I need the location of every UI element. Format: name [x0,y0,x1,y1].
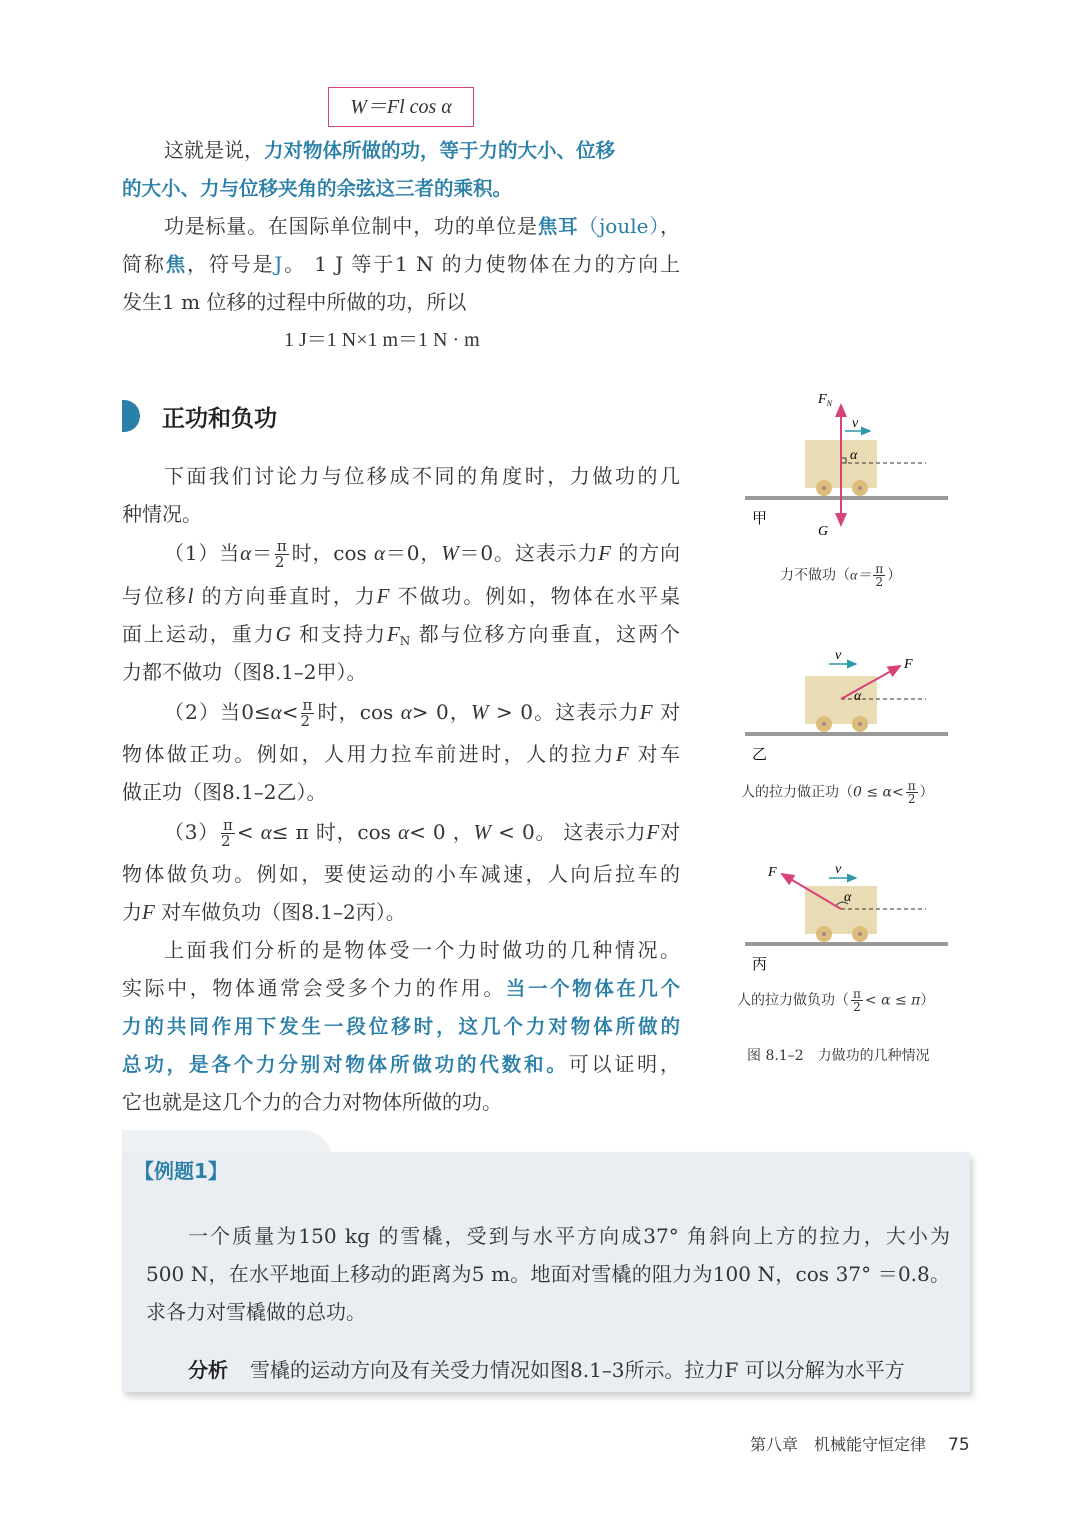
text-line [122,1007,680,1045]
emphasis-text: 总功，是各个力分别对物体所做功的代数和。 [122,1053,569,1076]
caption-bing: 人的拉力做负功（ $\frac{\pi}{2}$ < α ≤ π） [737,987,935,1014]
heading-text: 正功和负功 [162,405,277,432]
text-segment: 。 1 J 等于1 N 的力使物体在力的方向上 [282,252,680,276]
text-segment: > 0， [411,700,471,724]
text-segment: 对 [652,700,681,724]
text-segment: 的方向 [611,541,680,565]
text-line [122,855,680,893]
svg-text:F: F [768,865,777,880]
text-line [122,969,680,1007]
text-segment: l [187,584,194,608]
text-segment: α [240,541,252,565]
figure-title: 图 8.1–2 力做功的几种情况 [747,1048,930,1064]
emphasis-text: 力的共同作用下发生一段位移时，这几个力对物体所做的 [122,1015,680,1038]
caption-yi: 人的拉力做正功（0 ≤ α< $\frac{\pi}{2}$ ） [741,779,934,806]
text-segment: 下面我们讨论力与位移成不同的角度时，力做功的几 [164,464,680,488]
fraction [275,539,289,570]
text-segment: 简称 [122,252,166,276]
text-line [122,931,680,969]
text-line [122,457,680,495]
text-segment: 时，cos [316,700,401,724]
section-heading [122,398,277,434]
text-line [122,1045,680,1083]
joule-equation: 1 J＝1 N×1 m＝1 N · m [284,329,480,351]
heading-marker-icon [122,400,140,432]
text-segment: F [646,820,660,844]
text-segment: F [639,700,653,724]
svg-text:乙: 乙 [752,747,768,763]
text-segment: 对车做负功（图8.1–2丙）。 [154,900,406,924]
fraction [221,818,235,849]
example-title: 【例题1】 [134,1159,228,1183]
example-line: 求各力对雪橇做的总功。 [146,1300,366,1324]
text-line [122,1083,680,1121]
caption-jia: 力不做功（α＝ $\frac{\pi}{2}$ ） [780,562,902,589]
text-segment: < 0 ， [409,820,474,844]
emphasis-text: 力对物体所做的功，等于力的大小、位移 [264,139,616,162]
text-segment: F [376,584,390,608]
text-segment: 力都不做功（图8.1–2甲）。 [122,660,367,684]
fraction-numerator: π [223,816,233,834]
text-segment: 力 [122,900,142,924]
text-segment: < 0。 这表示力 [491,820,647,844]
text-line [122,773,680,811]
text-segment: F [142,900,155,924]
text-segment: W [471,700,489,724]
fraction [301,698,315,729]
text-line [122,693,680,731]
text-segment: 的方向垂直时，力 [193,584,377,608]
fraction-denominator: 2 [274,553,285,571]
text-segment: G [275,622,291,646]
fraction-numerator: π [276,537,287,555]
svg-text:v: v [835,862,842,877]
text-segment: （3） [164,820,219,844]
text-segment: （1）当 [164,541,241,565]
chapter-title: 第八章 机械能守恒定律 [750,1435,927,1454]
text-segment: 物体做正功。例如，人用力拉车前进时，人的拉力 [122,742,616,766]
svg-text:甲: 甲 [752,511,768,527]
text-segment: ＝0。这表示力 [458,541,599,565]
text-line [122,735,680,773]
text-line [122,813,680,851]
emphasis-text: 的大小、力与位移夹角的余弦这三者的乘积。 [122,177,513,200]
panel-bing-diagram [745,862,948,973]
text-segment: α [270,700,282,724]
fraction-numerator: π [302,696,313,714]
text-segment: F [598,541,612,565]
text-segment: 物体做负功。例如，要使运动的小车减速，人向后拉车的 [122,862,680,886]
text-segment: F [386,622,400,646]
text-segment: α [374,541,386,565]
text-segment: ≤ π 时，cos [271,820,399,844]
emphasis-text: 焦 [165,253,188,276]
text-segment: （2）当0≤ [164,700,271,724]
svg-text:α: α [854,689,862,704]
text-segment: W [441,541,459,565]
cart [805,676,877,724]
text-segment: 与位移 [122,584,188,608]
text-line [122,245,680,283]
text-segment: （joule） [578,214,660,238]
text-segment: α [260,820,272,844]
svg-text:α: α [850,448,858,463]
emphasis-text: 焦耳 [537,215,579,238]
work-formula-box [328,87,474,127]
fraction-denominator: 2 [300,712,311,730]
svg-text:丙: 丙 [752,957,768,973]
example-line: 500 N，在水平地面上移动的距离为5 m。地面对雪橇的阻力为100 N，cos 37° ＝0.8。 [146,1262,950,1286]
text-segment: ＝0， [385,541,442,565]
text-segment: 时，cos [290,541,375,565]
text-line [122,893,680,931]
panel-yi-diagram [745,648,948,763]
text-line [122,207,680,245]
text-line [122,615,680,653]
text-segment: W [473,820,492,844]
svg-text:α: α [844,890,852,905]
example-line: 一个质量为150 kg 的雪橇，受到与水平方向成37° 角斜向上方的拉力，大小为 [188,1224,950,1248]
text-segment: 上面我们分析的是物体受一个力时做功的几种情况。 [164,938,680,962]
text-segment: 可以证明， [568,1052,680,1076]
text-segment: 它也就是这几个力的合力对物体所做的功。 [122,1090,502,1114]
svg-text:F: F [904,657,913,672]
text-segment: 都与位移方向垂直，这两个 [410,622,681,646]
text-segment: 功是标量。在国际单位制中，功的单位是 [164,214,538,238]
svg-text:v: v [852,416,859,431]
text-segment: 面上运动，重力 [122,622,276,646]
text-line [122,283,680,321]
fraction-denominator: 2 [221,832,231,850]
text-segment: 对 [659,820,680,844]
svg-text:FN: $F_N$ [818,392,832,408]
page-footer [750,1432,970,1455]
text-segment: 实际中，物体通常会受多个力的作用。 [122,976,506,1000]
text-segment: 和支持力 [290,622,387,646]
analysis-text: 雪橇的运动方向及有关受力情况如图8.1–3所示。拉力F 可以分解为水平方 [250,1358,905,1382]
text-line [122,131,680,169]
text-segment: 这就是说， [164,138,264,162]
emphasis-text: 当一个物体在几个 [505,977,680,1000]
force-work-figure [730,380,970,973]
text-segment: > 0。这表示力 [488,700,640,724]
text-line [122,577,680,615]
text-segment: F [615,742,629,766]
text-segment: < [281,700,299,724]
panel-jia-diagram [745,392,948,539]
text-segment: ， [660,214,680,238]
text-line [122,495,680,533]
text-segment: 对车 [628,742,681,766]
text-segment: α [398,820,410,844]
page-number: 75 [948,1435,970,1455]
text-segment: N [399,634,411,648]
work-formula: W＝Fl cos α [350,96,452,118]
text-line [122,653,680,691]
text-segment: 不做功。例如，物体在水平桌 [389,584,681,608]
text-segment: ，符号是 [187,252,275,276]
text-segment: J [274,252,283,276]
text-segment: 做正功（图8.1–2乙）。 [122,780,327,804]
text-segment: < [236,820,261,844]
text-line [122,534,680,572]
svg-text:G: G [818,524,829,539]
svg-text:v: v [835,648,842,663]
text-segment: ＝ [251,541,273,565]
analysis-line [146,1351,950,1389]
text-line [122,169,680,207]
text-segment: 发生1 m 位移的过程中所做的功，所以 [122,290,467,314]
text-segment: α [400,700,412,724]
text-segment: 种情况。 [122,502,202,526]
analysis-label: 分析 [188,1358,228,1382]
